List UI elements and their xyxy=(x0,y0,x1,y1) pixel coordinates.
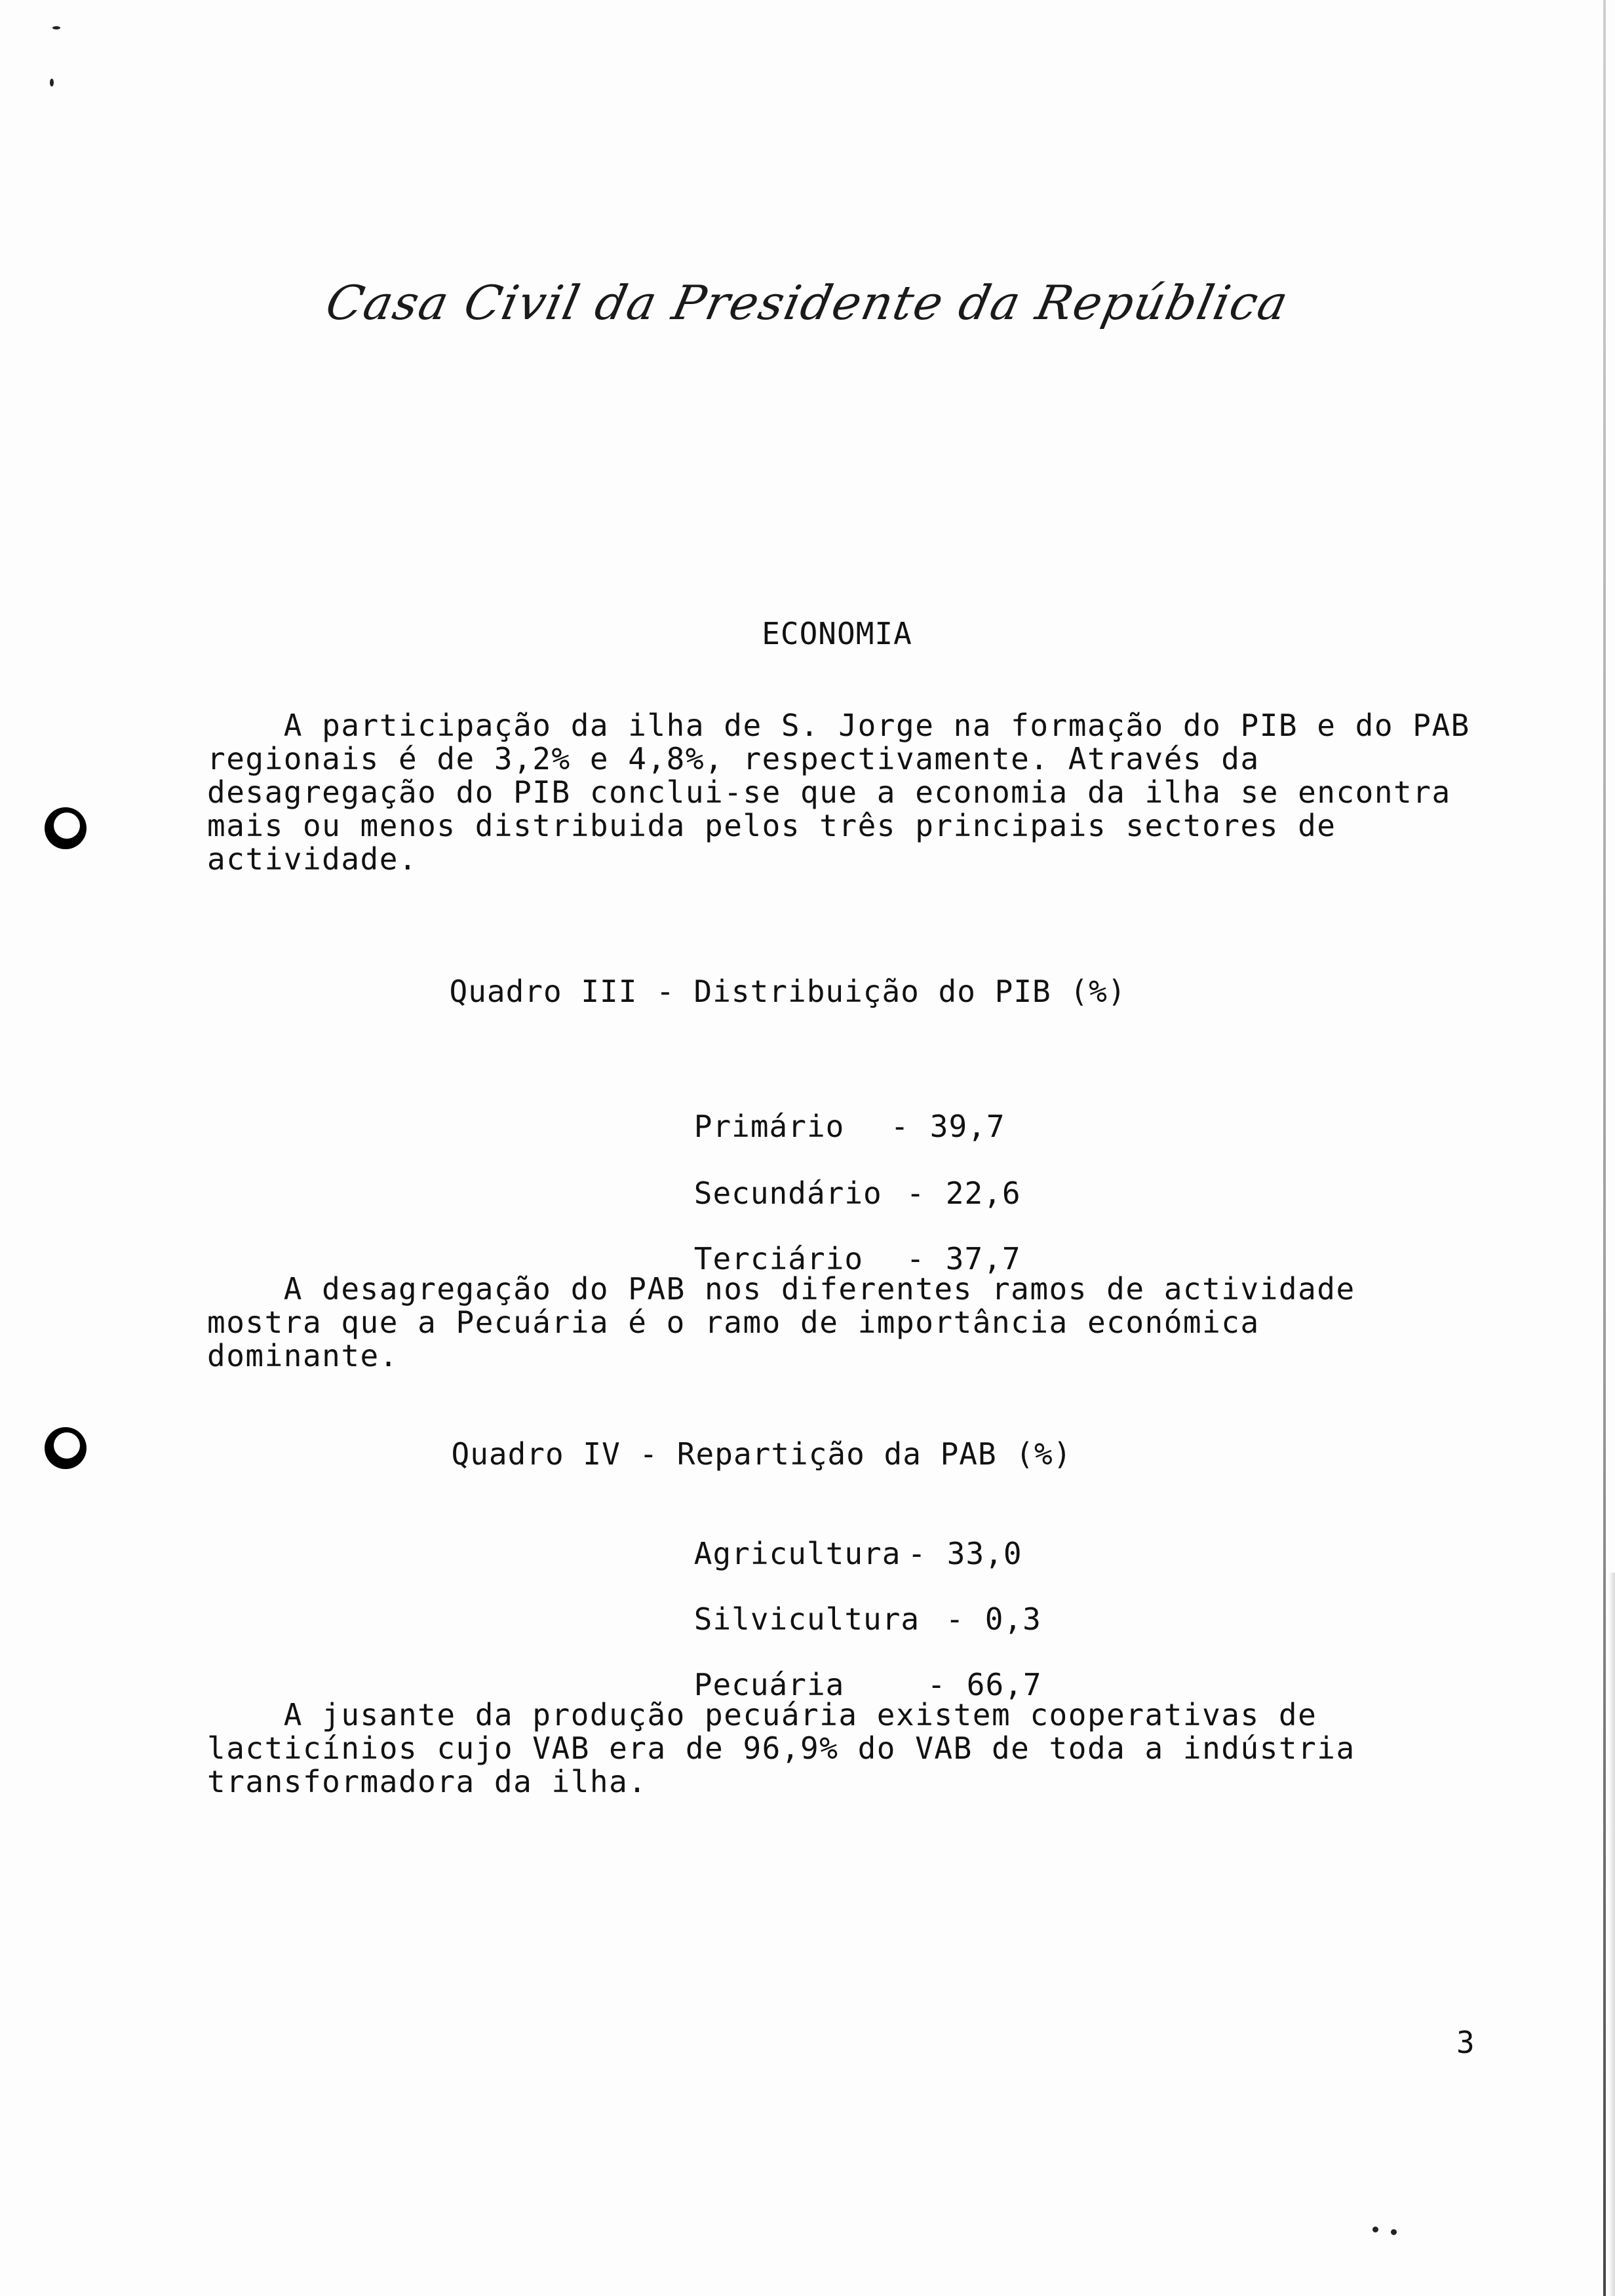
row-dash: - xyxy=(907,1536,927,1571)
paragraph-participation xyxy=(207,709,1505,876)
scan-speck xyxy=(52,26,60,29)
row-value: 22,6 xyxy=(945,1176,1021,1211)
table-4-title: Quadro IV - Repartição da PAB (%) xyxy=(451,1436,1072,1472)
paragraph-line: A desagregação do PAB nos diferentes ramos de actividade xyxy=(207,1271,1355,1307)
page-number: 3 xyxy=(1456,2025,1475,2060)
paragraph-line: mostra que a Pecuária é o ramo de importância económica xyxy=(207,1305,1260,1340)
row-value: 39,7 xyxy=(929,1109,1005,1144)
row-label: Silvicultura xyxy=(693,1601,920,1637)
row-dash: - xyxy=(945,1601,965,1637)
paragraph-line: actividade. xyxy=(207,841,418,877)
row-label: Agricultura xyxy=(693,1536,901,1571)
section-heading: ECONOMIA xyxy=(762,616,912,651)
scan-speck xyxy=(1372,2227,1378,2232)
row-label: Primário xyxy=(693,1109,845,1144)
scan-edge xyxy=(1603,0,1606,2296)
row-label: Secundário xyxy=(693,1176,882,1211)
letterhead-script: Casa Civil da Presidente da República xyxy=(321,275,1294,330)
row-dash: - xyxy=(890,1109,910,1144)
row-value: 0,3 xyxy=(984,1601,1041,1637)
paragraph-line: A jusante da produção pecuária existem cooperativas de xyxy=(207,1697,1317,1732)
row-label: Terciário xyxy=(693,1241,864,1276)
scan-speck xyxy=(1391,2229,1397,2235)
paragraph-line: regionais é de 3,2% e 4,8%, respectivamente. Através da xyxy=(207,741,1260,776)
row-dash: - xyxy=(906,1241,925,1276)
paragraph-line: desagregação do PIB conclui-se que a economia da ilha se encontra xyxy=(207,775,1451,810)
row-dash: - xyxy=(927,1667,946,1702)
row-value: 66,7 xyxy=(966,1667,1042,1702)
scan-shadow xyxy=(1608,1573,1615,2296)
paragraph-line: dominante. xyxy=(207,1338,399,1373)
paragraph-line: transformadora da ilha. xyxy=(207,1764,648,1799)
row-value: 33,0 xyxy=(946,1536,1022,1571)
paragraph-line: A participação da ilha de S. Jorge na formação do PIB e do PAB xyxy=(207,708,1470,743)
table-3-title: Quadro III - Distribuição do PIB (%) xyxy=(449,974,1127,1009)
row-label: Pecuária xyxy=(693,1667,845,1702)
paragraph-pab xyxy=(207,1272,1505,1373)
paragraph-line: mais ou menos distribuida pelos três principais sectores de xyxy=(207,808,1336,843)
scan-speck xyxy=(50,79,54,86)
row-dash: - xyxy=(906,1176,925,1211)
row-value: 37,7 xyxy=(945,1241,1021,1276)
paragraph-dairy xyxy=(207,1698,1505,1799)
punch-hole-top xyxy=(45,807,87,849)
paragraph-line: lacticínios cujo VAB era de 96,9% do VAB de toda a indústria xyxy=(207,1731,1355,1766)
